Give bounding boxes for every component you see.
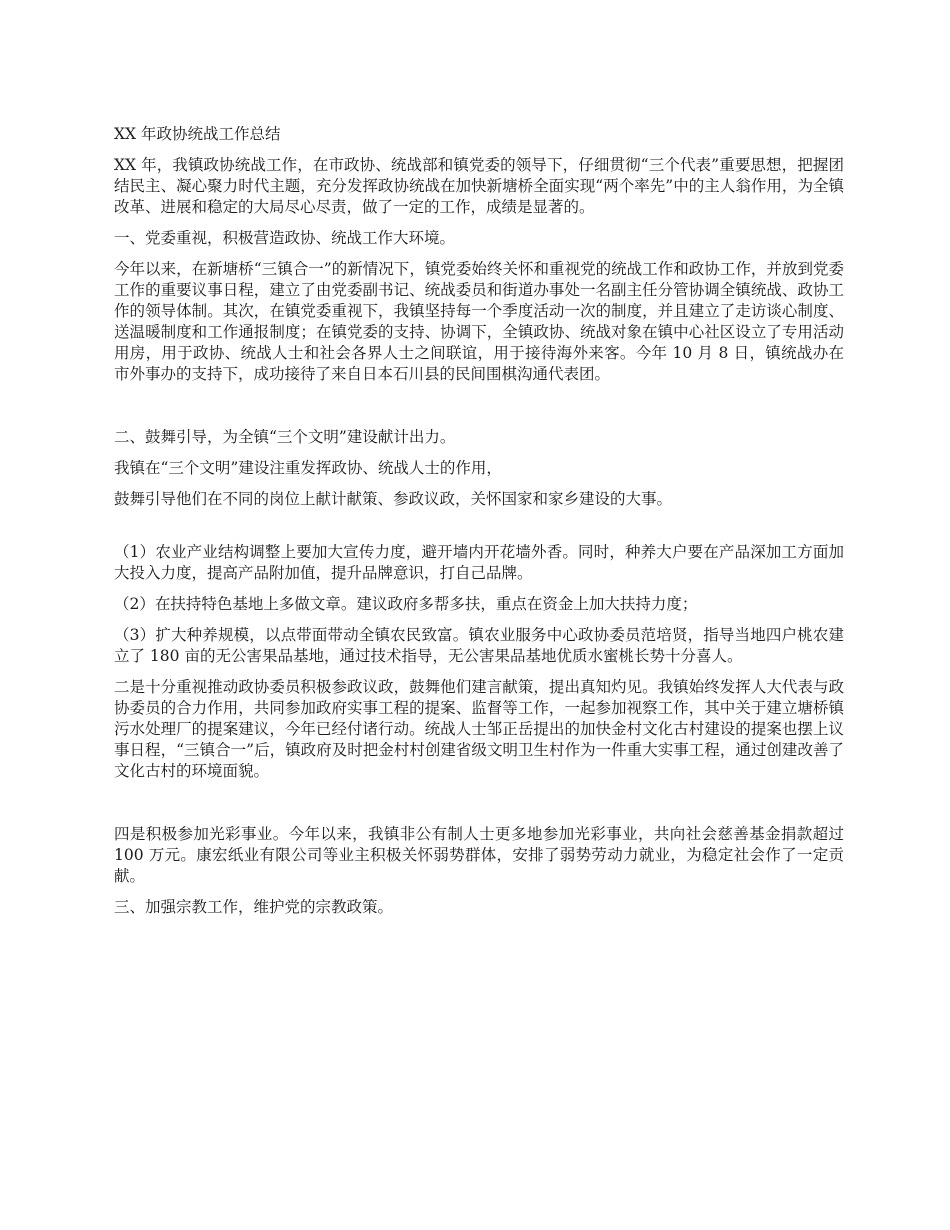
section-2-line-1: 我镇在“三个文明”建设注重发挥政协、统战人士的作用，: [114, 459, 502, 477]
intro-paragraph: XX 年，我镇政协统战工作，在市政协、统战部和镇党委的领导下，仔细贯彻“三个代表”重要思想，把握团结民主、凝心聚力时代主题，充分发挥政协统战在加快新塘桥全面实现“两个率先”中的主人翁作用，为全镇改革、进展和稳定的大局尽心尽责，做了一定的工作，成绩是显著的。: [114, 156, 844, 216]
point-2-paragraph: 二是十分重视推动政协委员积极参政议政，鼓舞他们建言献策，提出真知灼见。我镇始终发挥人大代表与政协委员的合力作用，共同参加政府实事工程的提案、监督等工作，一起参加视察工作，其中关于建立塘桥镇污水处理厂的提案建议，今年已经付诸行动。统战人士邹正岳提出的加快金村文化古村建设的提案也摆上议事日程，“三镇合一”后，镇政府及时把金村村创建省级文明卫生村作为一件重大实事工程，通过创建改善了文化古村的环境面貌。: [114, 678, 844, 780]
point-4-paragraph: 四是积极参加光彩事业。今年以来，我镇非公有制人士更多地参加光彩事业，共向社会慈善基金捐款超过 100 万元。康宏纸业有限公司等业主积极关怀弱势群体，安排了弱势劳动力就业，为稳定社会作了一定贡献。: [114, 825, 844, 885]
blank-space: [114, 792, 844, 824]
blank-space: [114, 520, 844, 542]
list-item-1: （1）农业产业结构调整上要加大宣传力度，避开墙内开花墙外香。同时，种养大户要在产品深加工方面加大投入力度，提高产品附加值，提升品牌意识，打自己品牌。: [114, 543, 844, 582]
list-item-3: （3）扩大种养规模，以点带面带动全镇农民致富。镇农业服务中心政协委员范培贤，指导当地四户桃农建立了 180 亩的无公害果品基地，通过技术指导，无公害果品基地优质水蜜桃长势十分喜人。: [114, 626, 844, 665]
document-title: XX 年政协统战工作总结: [114, 125, 281, 143]
blank-space: [114, 395, 844, 427]
section-1-heading: 一、党委重视，积极营造政协、统战工作大环境。: [114, 229, 456, 247]
section-2-line-2: 鼓舞引导他们在不同的岗位上献计献策、参政议政，关怀国家和家乡建设的大事。: [114, 490, 673, 508]
list-item-2: （2）在扶持特色基地上多做文章。建议政府多帮多扶，重点在资金上加大扶持力度；: [114, 595, 698, 613]
document-page: [114, 124, 844, 928]
section-3-heading: 三、加强宗教工作，维护党的宗教政策。: [114, 898, 394, 916]
section-2-heading: 二、鼓舞引导，为全镇“三个文明”建设献计出力。: [114, 428, 456, 446]
section-1-paragraph: 今年以来，在新塘桥“三镇合一”的新情况下，镇党委始终关怀和重视党的统战工作和政协工作，并放到党委工作的重要议事日程，建立了由党委副书记、统战委员和街道办事处一名副主任分管协调全镇统战、政协工作的领导体制。其次，在镇党委重视下，我镇坚持每一个季度活动一次的制度，并且建立了走访谈心制度、送温暖制度和工作通报制度；在镇党委的支持、协调下，全镇政协、统战对象在镇中心社区设立了专用活动用房，用于政协、统战人士和社会各界人士之间联谊，用于接待海外来客。今年 10 月 8 日，镇统战办在市外事办的支持下，成功接待了来自日本石川县的民间围棋沟通代表团。: [114, 260, 844, 383]
